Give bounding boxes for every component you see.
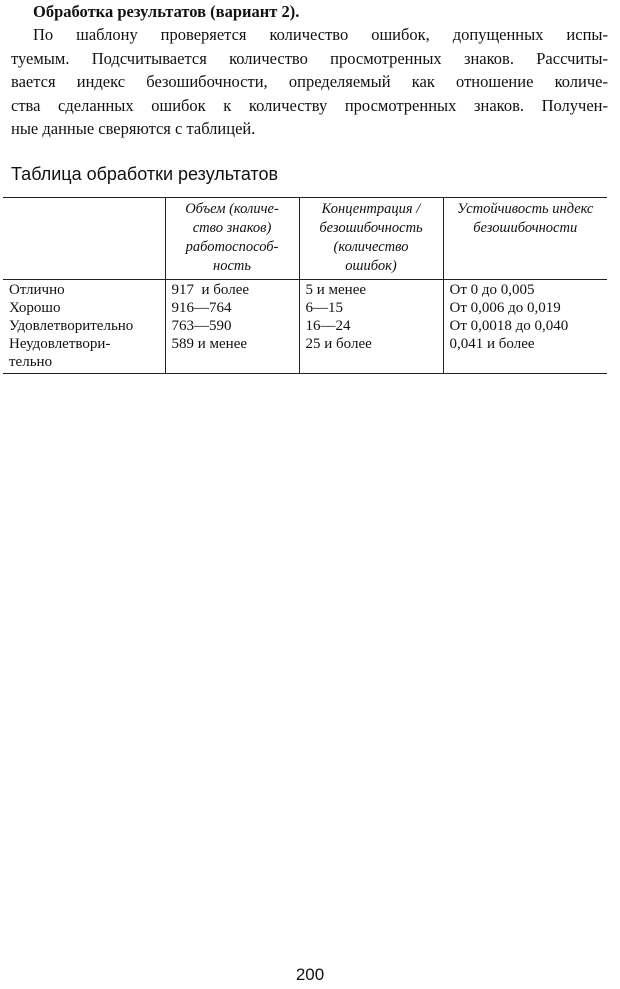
rating-cell: [3, 280, 165, 374]
header-cell-volume: [165, 198, 299, 280]
page-number: 200: [295, 965, 325, 984]
stability-cell: [443, 280, 607, 374]
paragraph: [11, 23, 608, 141]
cell-line: Неудовлетвори-: [9, 336, 111, 352]
paragraph-line: ства сделанных ошибок к количеству просмотренных знаков. Получен-: [11, 95, 608, 115]
cell-line: 6—15: [305, 300, 343, 316]
header-line: работоспособ-: [185, 239, 279, 255]
header-cell-stability: [443, 198, 607, 280]
cell-line: 16—24: [305, 318, 351, 334]
cell-line: Хорошо: [9, 300, 61, 316]
volume-cell: [165, 280, 299, 374]
header-line: ошибок): [345, 258, 397, 274]
cell-line: 0,041 и более: [449, 336, 535, 352]
header-line: Объем (количе-: [185, 201, 279, 217]
cell-line: 763—590: [171, 318, 232, 334]
table-header-row: [3, 198, 607, 280]
header-line: безошибочности: [473, 220, 578, 236]
cell-line: 25 и более: [305, 336, 372, 352]
concentration-cell: [299, 280, 443, 374]
cell-line: 916—764: [171, 300, 232, 316]
cell-line: От 0,0018 до 0,040: [449, 318, 569, 334]
header-cell-rating: [3, 198, 165, 280]
cell-line: 589 и менее: [171, 336, 248, 352]
paragraph-line: вается индекс безошибочности, определяемый как отношение количе-: [11, 72, 608, 91]
table-title: Таблица обработки результатов: [11, 164, 279, 184]
table-row: [3, 280, 607, 374]
results-table: [3, 197, 607, 374]
cell-line: Отлично: [9, 282, 65, 298]
header-line: безошибочность: [319, 220, 423, 236]
paragraph-line: туемым. Подсчитывается количество просмотренных знаков. Рассчиты-: [11, 48, 608, 68]
header-line: Устойчивость индекс: [457, 201, 594, 217]
header-line: ство знаков): [192, 220, 272, 236]
section-heading: Обработка результатов (вариант 2).: [33, 2, 300, 21]
cell-line: 5 и менее: [305, 282, 367, 298]
paragraph-line: ные данные сверяются с таблицей.: [11, 119, 256, 138]
paragraph-line: По шаблону проверяется количество ошибок, допущенных испы-: [33, 25, 608, 44]
cell-line: Удовлетворительно: [9, 318, 134, 334]
header-cell-concentration: [299, 198, 443, 280]
header-line: (количество: [333, 239, 409, 255]
cell-line: От 0,006 до 0,019: [449, 300, 561, 316]
header-line: ность: [213, 258, 251, 274]
cell-line: 917 и более: [171, 282, 250, 298]
cell-line: От 0 до 0,005: [449, 282, 535, 298]
header-line: Концентрация /: [321, 201, 421, 217]
cell-line: тельно: [9, 354, 53, 370]
